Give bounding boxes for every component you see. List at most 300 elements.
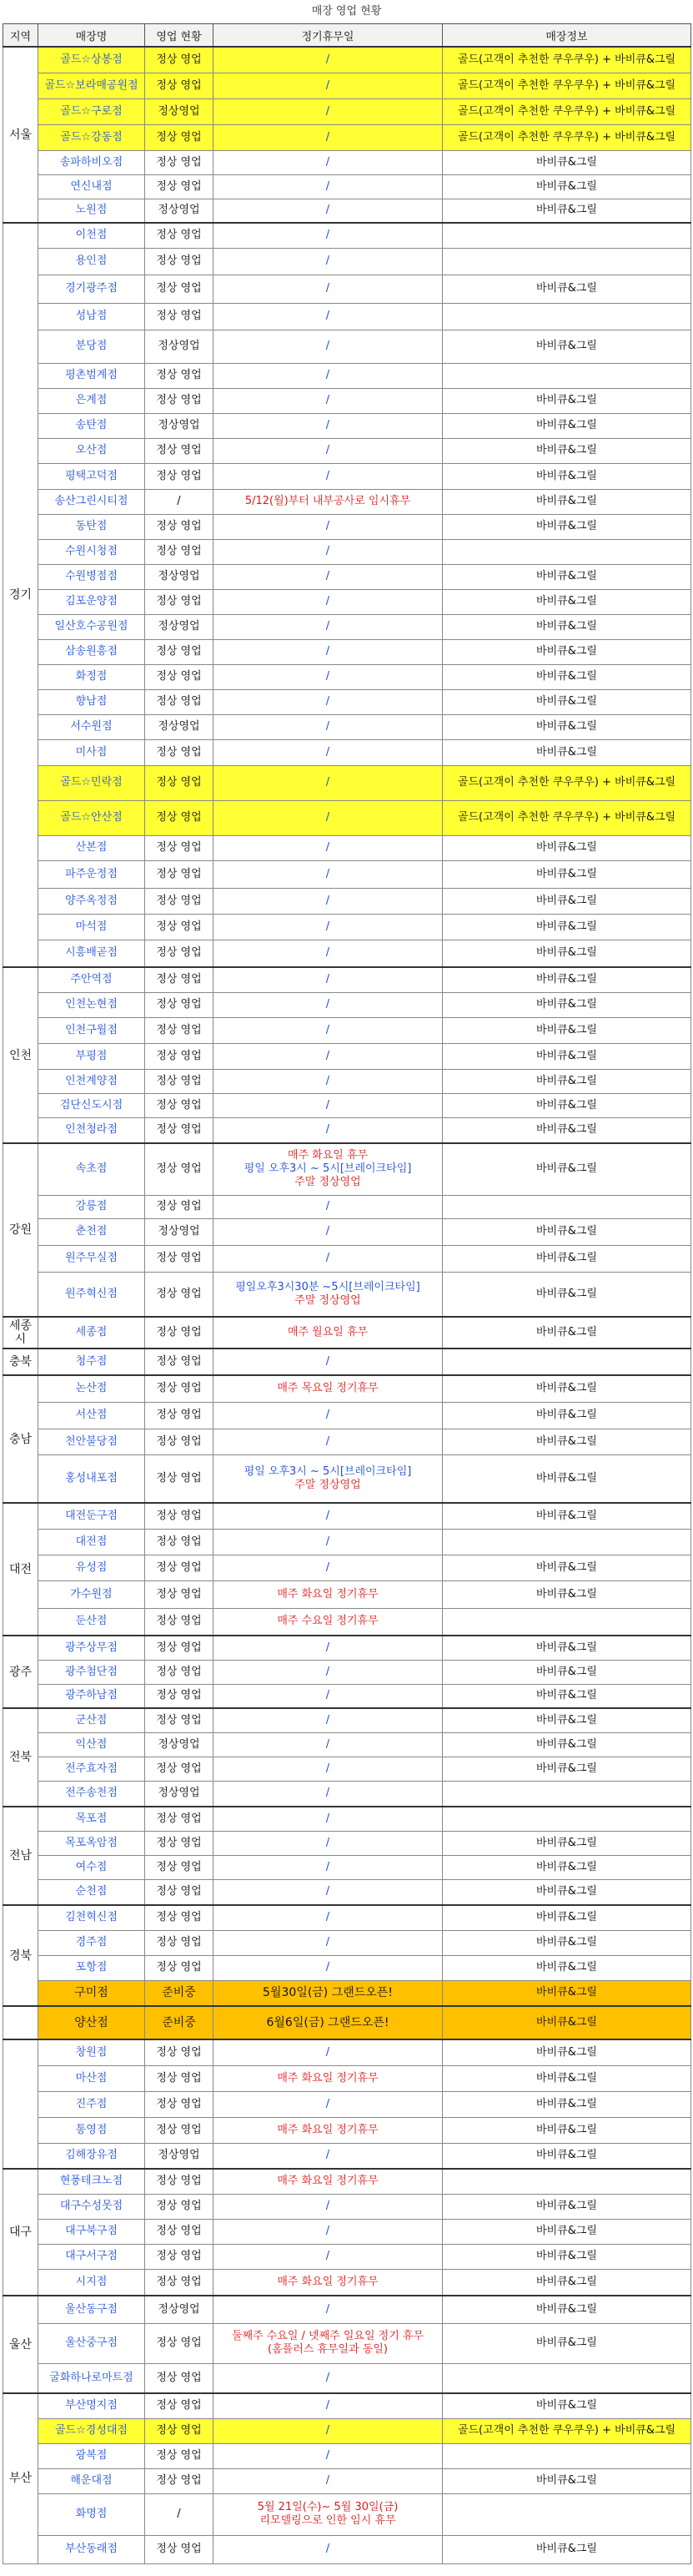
table-row bbox=[3, 1529, 691, 1555]
table-row bbox=[3, 2117, 691, 2143]
store-info: 바비큐&그릴 bbox=[443, 835, 691, 860]
store-holiday bbox=[213, 47, 443, 73]
store-info: 바비큐&그릴 bbox=[443, 1660, 691, 1684]
store-info: 바비큐&그릴 bbox=[443, 1375, 691, 1402]
store-name[interactable]: 골드☆강동점 bbox=[38, 124, 145, 150]
holiday-line: 리모델링으로 인한 임시 휴무 bbox=[259, 2514, 396, 2527]
store-name[interactable]: 시흥배곧점 bbox=[38, 940, 145, 967]
store-info: 바비큐&그릴 bbox=[443, 1017, 691, 1043]
store-status: 정상 영업 bbox=[145, 589, 213, 614]
store-name[interactable]: 구미점 bbox=[38, 1980, 145, 2006]
store-holiday bbox=[213, 1093, 443, 1117]
store-name[interactable]: 김포운양점 bbox=[38, 589, 145, 614]
store-name[interactable]: 서수원점 bbox=[38, 714, 145, 739]
store-info: 바비큐&그릴 bbox=[443, 1272, 691, 1317]
store-name[interactable]: 화명점 bbox=[38, 2493, 145, 2535]
store-name[interactable]: 천안불당점 bbox=[38, 1429, 145, 1454]
table-row bbox=[3, 303, 691, 330]
store-name[interactable]: 성남점 bbox=[38, 303, 145, 330]
store-info: 골드(고객이 추천한 쿠우쿠우) + 바비큐&그릴 bbox=[443, 98, 691, 124]
store-name[interactable]: 목포점 bbox=[38, 1807, 145, 1831]
store-status: 정상 영업 bbox=[145, 2535, 213, 2563]
store-name[interactable]: 전주송천점 bbox=[38, 1781, 145, 1807]
store-name[interactable]: 원주무실점 bbox=[38, 1245, 145, 1272]
store-name[interactable]: 광주첨단점 bbox=[38, 1660, 145, 1684]
header-store-name: 매장명 bbox=[38, 24, 145, 48]
store-holiday bbox=[213, 2117, 443, 2143]
holiday-line: / bbox=[325, 78, 330, 92]
holiday-line: 주말 정상영업 bbox=[294, 1478, 361, 1491]
store-holiday bbox=[213, 1831, 443, 1855]
store-holiday bbox=[213, 223, 443, 248]
store-holiday bbox=[213, 2006, 443, 2039]
table-row bbox=[3, 2039, 691, 2065]
holiday-line: / bbox=[325, 1911, 330, 1924]
table-row bbox=[3, 1732, 691, 1757]
store-info: 바비큐&그릴 bbox=[443, 1043, 691, 1069]
table-row bbox=[3, 47, 691, 73]
store-name[interactable]: 광복점 bbox=[38, 2443, 145, 2468]
store-info: 바비큐&그릴 bbox=[443, 860, 691, 888]
store-holiday bbox=[213, 1529, 443, 1555]
table-row bbox=[3, 1684, 691, 1708]
store-name[interactable]: 화정점 bbox=[38, 664, 145, 689]
table-row bbox=[3, 860, 691, 888]
store-name[interactable]: 인천계양점 bbox=[38, 1069, 145, 1093]
page-title: 매장 영업 현황 bbox=[311, 5, 382, 18]
holiday-line: / bbox=[325, 1409, 330, 1421]
store-name[interactable]: 유성점 bbox=[38, 1555, 145, 1580]
store-name[interactable]: 서산점 bbox=[38, 1402, 145, 1429]
store-status: 정상영업 bbox=[145, 614, 213, 639]
store-status: 정상 영업 bbox=[145, 1708, 213, 1732]
store-name[interactable]: 익산점 bbox=[38, 1732, 145, 1757]
store-holiday bbox=[213, 1781, 443, 1807]
store-name[interactable]: 홍성내포점 bbox=[38, 1454, 145, 1503]
store-holiday bbox=[213, 1732, 443, 1757]
holiday-line: / bbox=[325, 1560, 330, 1574]
store-info: 바비큐&그릴 bbox=[443, 1636, 691, 1660]
store-name[interactable]: 세종점 bbox=[38, 1317, 145, 1348]
table-row bbox=[3, 2006, 691, 2039]
store-status: 정상영업 bbox=[145, 199, 213, 223]
store-info: 바비큐&그릴 bbox=[443, 1317, 691, 1348]
holiday-line: / bbox=[325, 1836, 330, 1849]
store-status: 정상 영업 bbox=[145, 1855, 213, 1879]
store-name[interactable]: 연신내점 bbox=[38, 174, 145, 199]
store-holiday bbox=[213, 363, 443, 388]
store-info: 바비큐&그릴 bbox=[443, 1402, 691, 1429]
table-row bbox=[3, 2363, 691, 2393]
store-name[interactable]: 인천청라점 bbox=[38, 1117, 145, 1143]
store-status: 정상 영업 bbox=[145, 275, 213, 303]
table-row bbox=[3, 489, 691, 514]
holiday-line: / bbox=[325, 1434, 330, 1448]
store-name[interactable]: 미사점 bbox=[38, 739, 145, 765]
holiday-line: / bbox=[325, 894, 330, 907]
store-name[interactable]: 포항점 bbox=[38, 1955, 145, 1980]
holiday-line: / bbox=[325, 1860, 330, 1873]
region-cell: 충남 bbox=[3, 1375, 38, 1503]
holiday-line: / bbox=[325, 255, 330, 267]
store-name[interactable]: 군산점 bbox=[38, 1708, 145, 1732]
store-status: 정상 영업 bbox=[145, 539, 213, 564]
store-name[interactable]: 평택고덕점 bbox=[38, 463, 145, 489]
store-name[interactable]: 가수원점 bbox=[38, 1580, 145, 1608]
store-info: 골드(고객이 추천한 쿠우쿠우) + 바비큐&그릴 bbox=[443, 2418, 691, 2443]
store-name[interactable]: 양산점 bbox=[38, 2006, 145, 2039]
holiday-line: / bbox=[325, 745, 330, 759]
store-status: 정상영업 bbox=[145, 1781, 213, 1807]
header-region: 지역 bbox=[3, 24, 38, 48]
table-row bbox=[3, 714, 691, 739]
store-name[interactable]: 수원시청점 bbox=[38, 539, 145, 564]
holiday-line: 매주 화요일 정기휴무 bbox=[277, 2275, 379, 2288]
holiday-line: / bbox=[325, 2399, 330, 2412]
table-row bbox=[3, 2296, 691, 2323]
store-name[interactable]: 논산점 bbox=[38, 1375, 145, 1402]
store-name[interactable]: 광주하남점 bbox=[38, 1684, 145, 1708]
store-holiday bbox=[213, 992, 443, 1017]
store-status: 정상 영업 bbox=[145, 1831, 213, 1855]
holiday-line: / bbox=[325, 229, 330, 242]
store-name[interactable]: 인천구월점 bbox=[38, 1017, 145, 1043]
store-name[interactable]: 수원병점점 bbox=[38, 564, 145, 589]
holiday-line: / bbox=[325, 2250, 330, 2262]
region-cell: 충북 bbox=[3, 1348, 38, 1375]
store-name[interactable]: 일산호수공원점 bbox=[38, 614, 145, 639]
store-holiday bbox=[213, 2219, 443, 2244]
table-row bbox=[3, 967, 691, 992]
store-holiday bbox=[213, 2169, 443, 2194]
holiday-line: (홈플러스 휴무일과 동일) bbox=[268, 2343, 388, 2356]
store-status: 정상영업 bbox=[145, 2143, 213, 2169]
store-info bbox=[443, 1781, 691, 1807]
store-name[interactable]: 현풍테크노점 bbox=[38, 2169, 145, 2194]
table-row bbox=[3, 2244, 691, 2269]
store-status: 정상영업 bbox=[145, 98, 213, 124]
store-info: 골드(고객이 추천한 쿠우쿠우) + 바비큐&그릴 bbox=[443, 765, 691, 800]
holiday-line: 평일오후3시30분 ~5시[브레이크타임] bbox=[235, 1280, 420, 1293]
holiday-line: / bbox=[325, 282, 330, 295]
table-row bbox=[3, 1348, 691, 1375]
table-row bbox=[3, 1117, 691, 1143]
store-name[interactable]: 골드☆경성대점 bbox=[38, 2418, 145, 2443]
store-info: 바비큐&그릴 bbox=[443, 1955, 691, 1980]
holiday-line: 주말 정상영업 bbox=[294, 1293, 361, 1307]
table-row bbox=[3, 150, 691, 174]
store-name[interactable]: 속초점 bbox=[38, 1143, 145, 1195]
store-holiday bbox=[213, 2535, 443, 2563]
store-info: 바비큐&그릴 bbox=[443, 150, 691, 174]
store-name[interactable]: 송파하비오점 bbox=[38, 150, 145, 174]
store-name[interactable]: 마산점 bbox=[38, 2065, 145, 2091]
holiday-line: / bbox=[325, 1200, 330, 1212]
table-row bbox=[3, 1503, 691, 1529]
store-info: 바비큐&그릴 bbox=[443, 2039, 691, 2065]
store-info: 바비큐&그릴 bbox=[443, 888, 691, 914]
store-info: 바비큐&그릴 bbox=[443, 413, 691, 438]
holiday-line: / bbox=[325, 155, 330, 169]
store-name[interactable]: 여수점 bbox=[38, 1855, 145, 1879]
store-status: 정상 영업 bbox=[145, 914, 213, 940]
store-name[interactable]: 김천혁신점 bbox=[38, 1905, 145, 1930]
store-info: 바비큐&그릴 bbox=[443, 438, 691, 463]
store-name[interactable]: 부산동래점 bbox=[38, 2535, 145, 2563]
store-status: 정상 영업 bbox=[145, 2219, 213, 2244]
store-name[interactable]: 진주점 bbox=[38, 2091, 145, 2117]
store-status: 정상영업 bbox=[145, 714, 213, 739]
store-holiday bbox=[213, 689, 443, 714]
holiday-line: / bbox=[325, 841, 330, 854]
store-holiday bbox=[213, 1117, 443, 1143]
store-info: 바비큐&그릴 bbox=[443, 967, 691, 992]
region-cell: 전북 bbox=[3, 1708, 38, 1807]
store-status: 정상 영업 bbox=[145, 388, 213, 413]
store-name[interactable]: 골드☆구로점 bbox=[38, 98, 145, 124]
holiday-line: / bbox=[325, 670, 330, 683]
region-cell: 대구 bbox=[3, 2169, 38, 2296]
store-status: 정상 영업 bbox=[145, 1317, 213, 1348]
store-name[interactable]: 분당점 bbox=[38, 330, 145, 363]
store-name[interactable]: 대구수성못점 bbox=[38, 2194, 145, 2219]
store-status: 정상 영업 bbox=[145, 514, 213, 539]
store-holiday bbox=[213, 1757, 443, 1781]
store-status: 정상 영업 bbox=[145, 1195, 213, 1218]
table-row bbox=[3, 1781, 691, 1807]
region-cell bbox=[3, 2039, 38, 2169]
store-name[interactable]: 창원점 bbox=[38, 2039, 145, 2065]
store-holiday bbox=[213, 2493, 443, 2535]
store-status: 정상 영업 bbox=[145, 1905, 213, 1930]
store-name[interactable]: 청주점 bbox=[38, 1348, 145, 1375]
store-holiday bbox=[213, 2065, 443, 2091]
store-holiday bbox=[213, 2039, 443, 2065]
holiday-line: / bbox=[325, 811, 330, 824]
store-status: 정상 영업 bbox=[145, 1503, 213, 1529]
store-info: 바비큐&그릴 bbox=[443, 992, 691, 1017]
store-name[interactable]: 경기광주점 bbox=[38, 275, 145, 303]
holiday-line: 매주 화요일 정기휴무 bbox=[277, 2071, 379, 2084]
store-name[interactable]: 춘천점 bbox=[38, 1218, 145, 1245]
store-name[interactable]: 양주옥정점 bbox=[38, 888, 145, 914]
store-status: 정상 영업 bbox=[145, 664, 213, 689]
store-name[interactable]: 향남점 bbox=[38, 689, 145, 714]
holiday-line: / bbox=[325, 130, 330, 144]
table-row bbox=[3, 463, 691, 489]
store-info: 바비큐&그릴 bbox=[443, 463, 691, 489]
store-status: 정상 영업 bbox=[145, 463, 213, 489]
store-name[interactable]: 부산명지점 bbox=[38, 2393, 145, 2418]
store-status: 정상 영업 bbox=[145, 2244, 213, 2269]
holiday-line: / bbox=[325, 1812, 330, 1825]
store-name[interactable]: 부평점 bbox=[38, 1043, 145, 1069]
store-info: 바비큐&그릴 bbox=[443, 199, 691, 223]
store-name[interactable]: 파주운정점 bbox=[38, 860, 145, 888]
table-row bbox=[3, 1608, 691, 1636]
holiday-line: / bbox=[325, 2424, 330, 2437]
store-holiday bbox=[213, 1454, 443, 1503]
table-row bbox=[3, 992, 691, 1017]
holiday-line: / bbox=[325, 179, 330, 193]
region-cell: 대전 bbox=[3, 1503, 38, 1636]
store-name[interactable]: 대구서구점 bbox=[38, 2244, 145, 2269]
holiday-line: / bbox=[325, 1355, 330, 1368]
store-name[interactable]: 대구북구점 bbox=[38, 2219, 145, 2244]
table-row bbox=[3, 589, 691, 614]
table-row bbox=[3, 1879, 691, 1905]
store-name[interactable]: 시지점 bbox=[38, 2269, 145, 2296]
holiday-line: / bbox=[325, 469, 330, 482]
table-row bbox=[3, 1905, 691, 1930]
store-info: 바비큐&그릴 bbox=[443, 2244, 691, 2269]
store-holiday bbox=[213, 1855, 443, 1879]
store-info: 바비큐&그릴 bbox=[443, 1708, 691, 1732]
store-status: 정상 영업 bbox=[145, 689, 213, 714]
store-info: 골드(고객이 추천한 쿠우쿠우) + 바비큐&그릴 bbox=[443, 73, 691, 98]
store-holiday bbox=[213, 514, 443, 539]
store-info bbox=[443, 1608, 691, 1636]
store-name[interactable]: 오산점 bbox=[38, 438, 145, 463]
store-name[interactable]: 둔산점 bbox=[38, 1608, 145, 1636]
table-row bbox=[3, 1757, 691, 1781]
store-name[interactable]: 광주상무점 bbox=[38, 1636, 145, 1660]
table-row bbox=[3, 438, 691, 463]
store-status: 정상 영업 bbox=[145, 2169, 213, 2194]
store-info: 바비큐&그릴 bbox=[443, 914, 691, 940]
store-name[interactable]: 송산그린시티점 bbox=[38, 489, 145, 514]
store-name[interactable]: 강릉점 bbox=[38, 1195, 145, 1218]
store-info: 바비큐&그릴 bbox=[443, 1218, 691, 1245]
store-name[interactable]: 은계점 bbox=[38, 388, 145, 413]
table-row bbox=[3, 1375, 691, 1402]
store-info: 바비큐&그릴 bbox=[443, 639, 691, 664]
holiday-line: / bbox=[325, 720, 330, 733]
store-name[interactable]: 인천논현점 bbox=[38, 992, 145, 1017]
store-info: 바비큐&그릴 bbox=[443, 2006, 691, 2039]
store-holiday bbox=[213, 739, 443, 765]
store-info: 바비큐&그릴 bbox=[443, 1831, 691, 1855]
store-status: 정상 영업 bbox=[145, 1807, 213, 1831]
store-status: 정상 영업 bbox=[145, 860, 213, 888]
store-holiday bbox=[213, 940, 443, 967]
store-holiday bbox=[213, 1402, 443, 1429]
store-name[interactable]: 용인점 bbox=[38, 248, 145, 275]
store-name[interactable]: 검단신도시점 bbox=[38, 1093, 145, 1117]
store-status: 정상 영업 bbox=[145, 363, 213, 388]
holiday-line: / bbox=[325, 2225, 330, 2237]
store-status: 정상 영업 bbox=[145, 1454, 213, 1503]
store-status: 정상 영업 bbox=[145, 2091, 213, 2117]
store-holiday bbox=[213, 835, 443, 860]
store-holiday bbox=[213, 124, 443, 150]
holiday-line: 5월 21일(수)~ 5월 30일(금) bbox=[257, 2501, 399, 2513]
store-status: 정상영업 bbox=[145, 330, 213, 363]
holiday-line: / bbox=[325, 2474, 330, 2487]
store-status: 정상영업 bbox=[145, 1732, 213, 1757]
store-name[interactable]: 이천점 bbox=[38, 223, 145, 248]
store-name[interactable]: 골드☆상봉점 bbox=[38, 47, 145, 73]
store-info: 바비큐&그릴 bbox=[443, 1429, 691, 1454]
store-info: 바비큐&그릴 bbox=[443, 2323, 691, 2363]
store-name[interactable]: 목포옥암점 bbox=[38, 1831, 145, 1855]
holiday-line: / bbox=[325, 444, 330, 456]
store-name[interactable]: 굴화하나로마트점 bbox=[38, 2363, 145, 2393]
store-status: 정상 영업 bbox=[145, 2194, 213, 2219]
store-holiday bbox=[213, 1807, 443, 1831]
store-info: 바비큐&그릴 bbox=[443, 1757, 691, 1781]
store-status: 정상 영업 bbox=[145, 1017, 213, 1043]
store-name[interactable]: 해운대점 bbox=[38, 2468, 145, 2493]
holiday-line: 6월6일(금) 그랜드오픈! bbox=[266, 2016, 389, 2029]
store-name[interactable]: 전주효자점 bbox=[38, 1757, 145, 1781]
store-name[interactable]: 골드☆보라매공원점 bbox=[38, 73, 145, 98]
holiday-line: / bbox=[325, 1689, 330, 1702]
store-holiday bbox=[213, 303, 443, 330]
store-info: 바비큐&그릴 bbox=[443, 2393, 691, 2418]
table-row bbox=[3, 1955, 691, 1980]
store-holiday bbox=[213, 2244, 443, 2269]
table-row bbox=[3, 2091, 691, 2117]
store-info: 바비큐&그릴 bbox=[443, 1503, 691, 1529]
store-name[interactable]: 순천점 bbox=[38, 1879, 145, 1905]
store-status: 정상 영업 bbox=[145, 2443, 213, 2468]
store-name[interactable]: 평촌범계점 bbox=[38, 363, 145, 388]
store-name[interactable]: 대전둔구점 bbox=[38, 1503, 145, 1529]
store-info: 바비큐&그릴 bbox=[443, 330, 691, 363]
store-status: 정상 영업 bbox=[145, 888, 213, 914]
store-name[interactable]: 노원점 bbox=[38, 199, 145, 223]
store-name[interactable]: 주안역점 bbox=[38, 967, 145, 992]
store-status: 정상영업 bbox=[145, 564, 213, 589]
store-holiday bbox=[213, 800, 443, 835]
store-info: 바비큐&그릴 bbox=[443, 1580, 691, 1608]
store-name[interactable]: 울산중구점 bbox=[38, 2323, 145, 2363]
store-name[interactable]: 김해장유점 bbox=[38, 2143, 145, 2169]
store-name[interactable]: 삼송원흥점 bbox=[38, 639, 145, 664]
store-name[interactable]: 원주혁신점 bbox=[38, 1272, 145, 1317]
store-name[interactable]: 골드☆안산점 bbox=[38, 800, 145, 835]
store-name[interactable]: 동탄점 bbox=[38, 514, 145, 539]
holiday-line: / bbox=[325, 394, 330, 406]
store-holiday bbox=[213, 1043, 443, 1069]
store-info: 바비큐&그릴 bbox=[443, 1454, 691, 1503]
holiday-line: / bbox=[325, 1885, 330, 1898]
store-name[interactable]: 통영점 bbox=[38, 2117, 145, 2143]
store-name[interactable]: 골드☆민락점 bbox=[38, 765, 145, 800]
table-row bbox=[3, 124, 691, 150]
holiday-line: / bbox=[325, 867, 330, 880]
table-row bbox=[3, 914, 691, 940]
store-name[interactable]: 울산동구점 bbox=[38, 2296, 145, 2323]
table-row bbox=[3, 639, 691, 664]
store-info: 바비큐&그릴 bbox=[443, 940, 691, 967]
store-name[interactable]: 산본점 bbox=[38, 835, 145, 860]
store-name[interactable]: 마석점 bbox=[38, 914, 145, 940]
store-name[interactable]: 경주점 bbox=[38, 1930, 145, 1955]
table-row bbox=[3, 2194, 691, 2219]
store-holiday bbox=[213, 1980, 443, 2006]
holiday-line: / bbox=[325, 776, 330, 789]
holiday-line: / bbox=[325, 204, 330, 217]
holiday-line: 매주 화요일 정기휴무 bbox=[277, 2123, 379, 2136]
table-row bbox=[3, 2418, 691, 2443]
store-status: 정상 영업 bbox=[145, 800, 213, 835]
header-holiday: 정기휴무일 bbox=[213, 24, 443, 48]
store-name[interactable]: 대전점 bbox=[38, 1529, 145, 1555]
store-name[interactable]: 송탄점 bbox=[38, 413, 145, 438]
store-status: 정상 영업 bbox=[145, 2117, 213, 2143]
